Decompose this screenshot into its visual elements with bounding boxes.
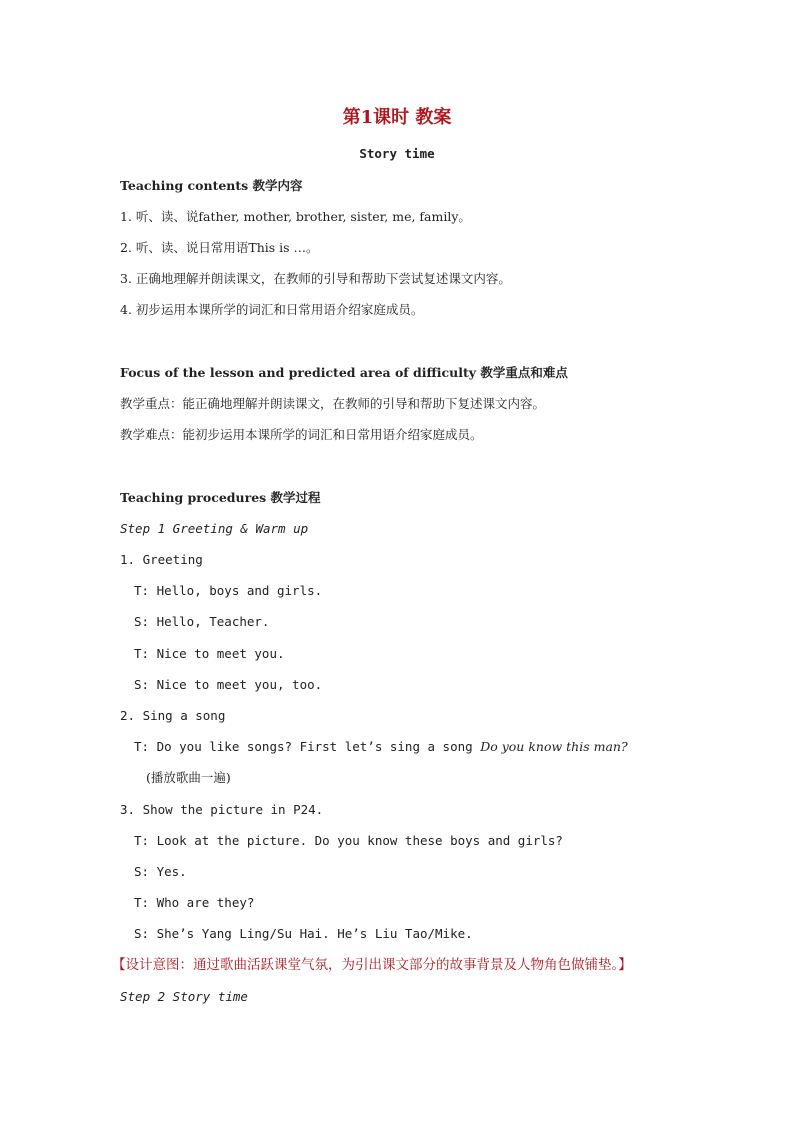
procedures-heading: Teaching procedures 教学过程 (120, 490, 321, 505)
document-title: 第1课时 教案 (342, 107, 452, 128)
step-2-heading: Step 2 Story time (120, 989, 248, 1004)
dialogue-line: T: Who are they? (134, 895, 255, 910)
focus-key-point: 教学重点：能正确地理解并朗读课文，在教师的引导和帮助下复述课文内容。 (120, 396, 546, 411)
step-1-heading: Step 1 Greeting & Warm up (120, 521, 309, 536)
song-note: (播放歌曲一遍) (146, 770, 231, 785)
picture-label: 3. Show the picture in P24. (120, 802, 324, 817)
dialogue-line: T: Nice to meet you. (134, 646, 285, 661)
teaching-contents-heading: Teaching contents 教学内容 (120, 178, 303, 193)
song-line-prefix: T: Do you like songs? First let’s sing a song (134, 739, 481, 754)
dialogue-line: S: Hello, Teacher. (134, 614, 270, 629)
song-dialogue-line (134, 739, 628, 755)
dialogue-line: T: Hello, boys and girls. (134, 583, 323, 598)
song-label: 2. Sing a song (120, 708, 226, 723)
contents-item-2: 2. 听、读、说日常用语This is …。 (120, 240, 319, 255)
greeting-label: 1. Greeting (120, 552, 203, 567)
design-intent-note: 【设计意图：通过歌曲活跃课堂气氛，为引出课文部分的故事背景及人物角色做铺垫。】 (112, 957, 632, 973)
document-subtitle: Story time (359, 146, 435, 161)
dialogue-line: T: Look at the picture. Do you know these boys and girls? (134, 833, 563, 848)
contents-item-4: 4. 初步运用本课所学的词汇和日常用语介绍家庭成员。 (120, 302, 424, 317)
dialogue-line: S: Yes. (134, 864, 187, 879)
song-title: Do you know this man? (480, 739, 628, 754)
contents-item-1: 1. 听、读、说father, mother, brother, sister, me, family。 (120, 209, 471, 224)
focus-heading: Focus of the lesson and predicted area of difficulty 教学重点和难点 (120, 365, 568, 380)
dialogue-line: S: Nice to meet you, too. (134, 677, 323, 692)
dialogue-line: S: She’s Yang Ling/Su Hai. He’s Liu Tao/Mike. (134, 926, 473, 941)
contents-item-3: 3. 正确地理解并朗读课文，在教师的引导和帮助下尝试复述课文内容。 (120, 271, 511, 286)
focus-difficulty: 教学难点：能初步运用本课所学的词汇和日常用语介绍家庭成员。 (120, 427, 483, 442)
